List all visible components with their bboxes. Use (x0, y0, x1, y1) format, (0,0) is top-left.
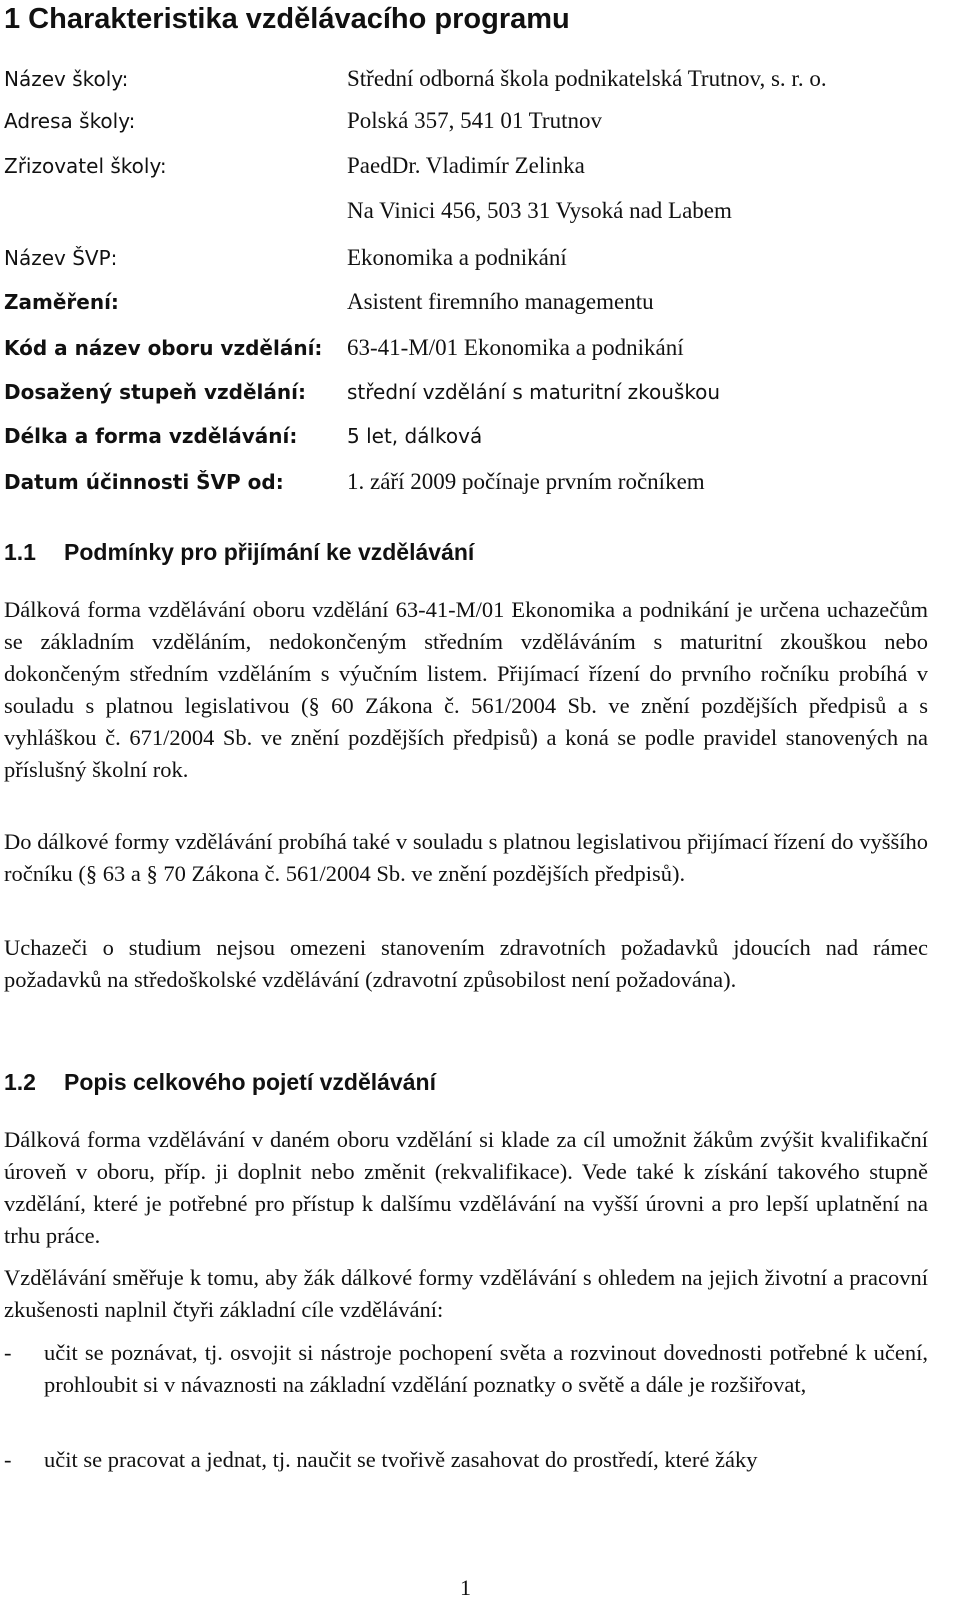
list-item (4, 1337, 928, 1401)
paragraph: Uchazeči o studium nejsou omezeni stanovením zdravotních požadavků jdoucích nad rámec požadavků na středoškolské vzdělávání (zdravotní způsobilost není požadována). (4, 935, 928, 992)
info-row-school-name (4, 64, 954, 94)
section-number: 1.2 (4, 1069, 36, 1095)
list-item (4, 1444, 928, 1476)
info-value: PaedDr. Vladimír Zelinka (347, 153, 585, 178)
section-title: Podmínky pro přijímání ke vzdělávání (64, 539, 475, 565)
paragraph: Do dálkové formy vzdělávání probíhá také v souladu s platnou legislativou přijímací řízení do vyššího ročníku (§ 63 a § 70 Zákona č. 561/2004 Sb. ve znění pozdějších předpisů). (4, 829, 928, 886)
info-value: Asistent firemního managementu (347, 289, 654, 314)
list-bullet: - (4, 1340, 12, 1365)
info-label: Kód a název oboru vzdělání: (4, 336, 323, 360)
info-value: 1. září 2009 počínaje prvním ročníkem (347, 469, 705, 494)
list-bullet: - (4, 1447, 12, 1472)
info-row-degree (4, 377, 954, 407)
info-label: Název ŠVP: (4, 246, 118, 270)
info-row-svp-name (4, 243, 954, 273)
info-label: Název školy: (4, 67, 129, 91)
list-item-text: učit se pracovat a jednat, tj. naučit se tvořivě zasahovat do prostředí, které žáky (44, 1447, 758, 1472)
info-row-effective-date (4, 467, 954, 497)
info-label: Dosažený stupeň vzdělání: (4, 380, 306, 404)
info-row-focus (4, 287, 954, 317)
info-value: 5 let, dálková (347, 424, 483, 448)
info-label: Zaměření: (4, 290, 119, 314)
info-row-founder-address (4, 196, 954, 226)
paragraph: Dálková forma vzdělávání v daném oboru vzdělání si klade za cíl umožnit žákům zvýšit kvalifikační úroveň v oboru, příp. ji doplnit nebo změnit (rekvalifikace). Vede také k získání takového stupně vzdělání, které je potřebné pro přístup k dalšímu vzdělávání na vyšší úrovni a pro lepší uplatnění na trhu práce. (4, 1127, 928, 1248)
info-value: Střední odborná škola podnikatelská Trutnov, s. r. o. (347, 66, 827, 91)
info-row-duration (4, 421, 954, 451)
paragraph: Vzdělávání směřuje k tomu, aby žák dálkové formy vzdělávání s ohledem na jejich životní a pracovní zkušenosti naplnil čtyři základní cíle vzdělávání: (4, 1265, 928, 1322)
info-value: střední vzdělání s maturitní zkouškou (347, 380, 721, 404)
paragraph: Dálková forma vzdělávání oboru vzdělání 63-41-M/01 Ekonomika a podnikání je určena uchazečům se základním vzděláním, nedokončeným středním vzděláváním s maturitní zkouškou nebo dokončeným středním vzděláním s výučním listem. Přijímací řízení do prvního ročníku probíhá v souladu s platnou legislativou (§ 60 Zákona č. 561/2004 Sb. ve znění pozdějších předpisů a s vyhláškou č. 671/2004 Sb. ve znění pozdějších předpisů) a koná se podle pravidel stanovených na příslušný školní rok. (4, 597, 928, 782)
info-label: Zřizovatel školy: (4, 154, 167, 178)
chapter-heading: 1 Charakteristika vzdělávacího programu (4, 3, 570, 35)
info-value: 63-41-M/01 Ekonomika a podnikání (347, 335, 684, 360)
list-item-text: učit se poznávat, tj. osvojit si nástroje pochopení světa a rozvinout dovednosti potřebné k učení, prohloubit si v návaznosti na základní vzdělání poznatky o světě a dále je rozšiřovat, (44, 1340, 928, 1397)
info-value: Na Vinici 456, 503 31 Vysoká nad Labem (347, 198, 732, 223)
info-label: Datum účinnosti ŠVP od: (4, 470, 284, 494)
info-row-founder (4, 151, 954, 181)
info-row-school-address (4, 106, 954, 136)
section-heading-1-1 (4, 537, 474, 567)
info-row-field-code (4, 333, 954, 363)
section-heading-1-2 (4, 1067, 436, 1097)
info-label: Adresa školy: (4, 109, 136, 133)
section-title: Popis celkového pojetí vzdělávání (64, 1069, 436, 1095)
section-number: 1.1 (4, 539, 36, 565)
info-value: Ekonomika a podnikání (347, 245, 567, 270)
info-label: Délka a forma vzdělávání: (4, 424, 298, 448)
info-value: Polská 357, 541 01 Trutnov (347, 108, 602, 133)
page-number: 1 (460, 1575, 471, 1600)
